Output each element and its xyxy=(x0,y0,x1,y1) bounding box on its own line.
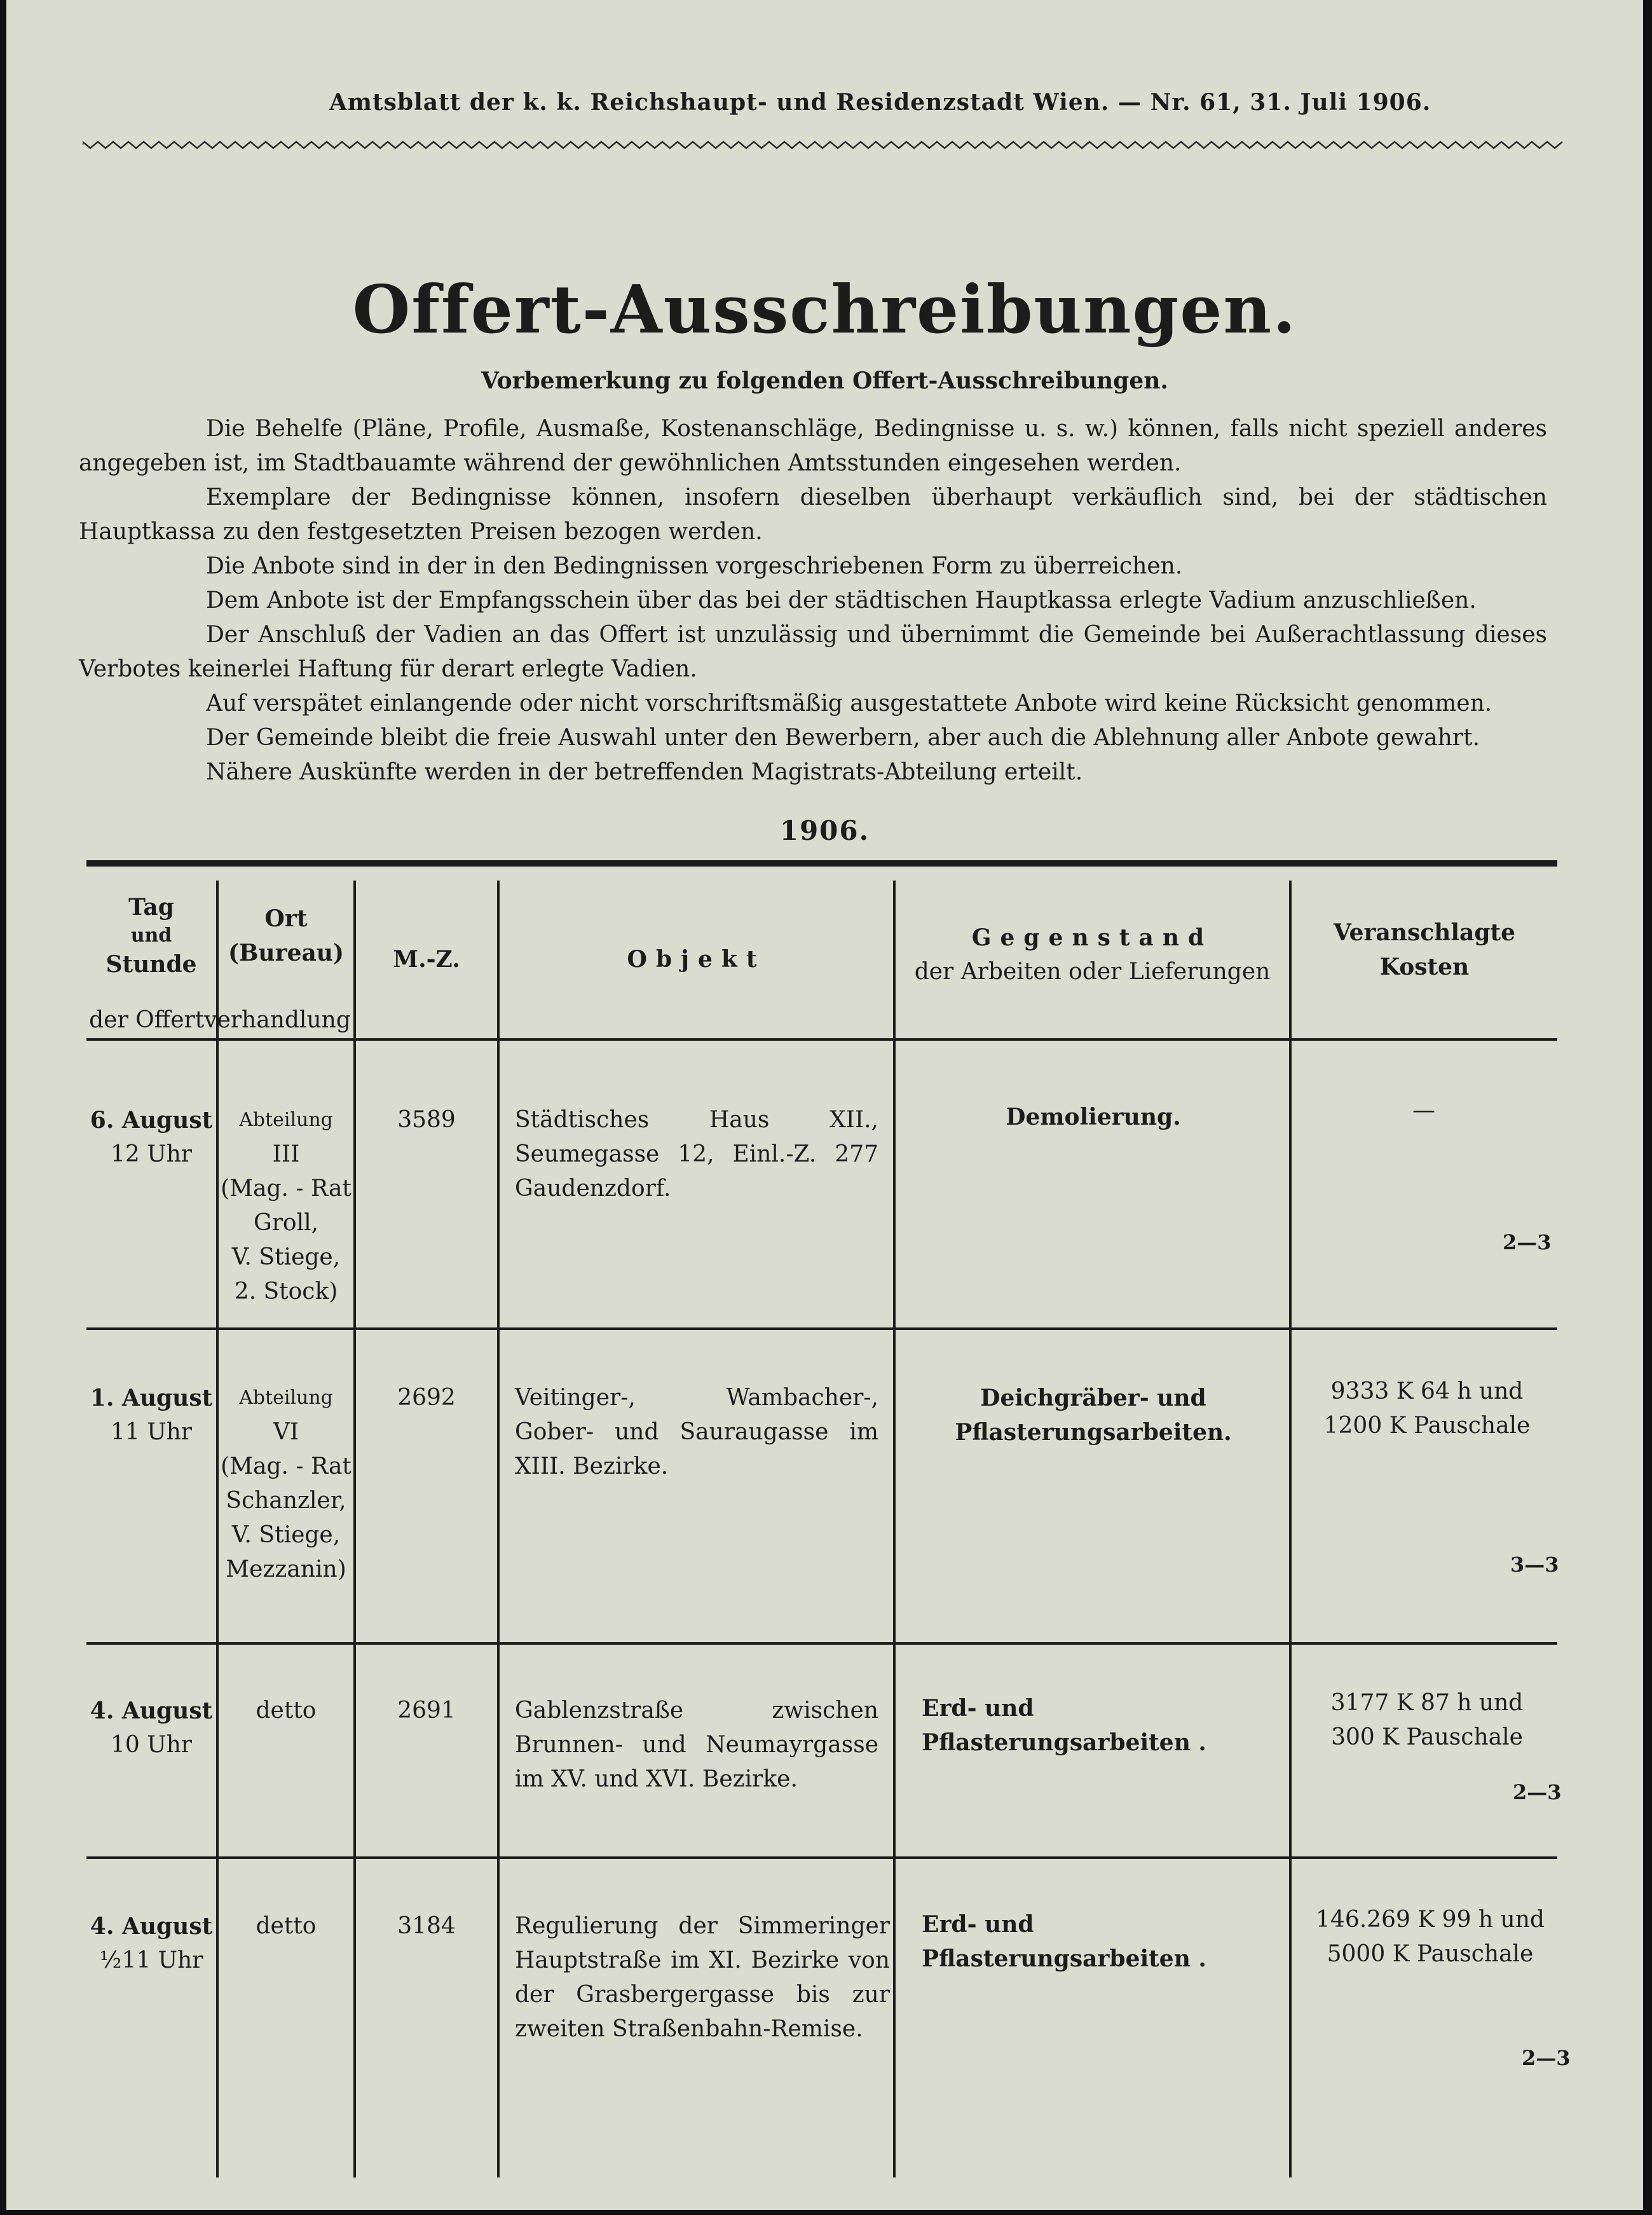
ort-line: III xyxy=(272,1141,300,1167)
page-subtitle: Vorbemerkung zu folgenden Offert-Ausschreibungen. xyxy=(481,367,1168,394)
offer-date: 4. August xyxy=(90,1697,213,1724)
table-top-rule xyxy=(86,860,1557,867)
offer-mz: 2691 xyxy=(397,1697,456,1724)
offer-gegenstand: Erd- und Pflasterungsarbeiten . xyxy=(922,1695,1206,1756)
header-ort-line: (Bureau) xyxy=(228,940,345,966)
table-row xyxy=(86,1381,216,1450)
offer-ref: 3—3 xyxy=(1510,1553,1559,1577)
ort-line: Schanzler, xyxy=(226,1488,346,1514)
header-ort-line: Ort xyxy=(264,905,308,932)
header-wavy-rule xyxy=(83,139,1564,151)
header-kosten xyxy=(1292,915,1557,984)
offer-time: ½11 Uhr xyxy=(99,1947,203,1973)
offer-date: 1. August xyxy=(90,1385,213,1411)
intro-paragraph: Die Anbote sind in der in den Bedingnissen vorgeschriebenen Form zu überreichen. xyxy=(206,553,1183,579)
ort-line: Mezzanin) xyxy=(226,1556,346,1582)
ort-line: V. Stiege, xyxy=(231,1244,341,1270)
offer-time: 10 Uhr xyxy=(111,1732,192,1758)
ort-line: V. Stiege, xyxy=(231,1522,341,1548)
ort-line: Abteilung xyxy=(239,1109,333,1131)
intro-paragraph: Nähere Auskünfte werden in der betreffenden Magistrats-Abteilung erteilt. xyxy=(206,759,1083,785)
offer-mz: 3589 xyxy=(397,1107,456,1133)
offer-gegenstand: Deichgräber- und Pflasterungsarbeiten. xyxy=(955,1385,1232,1446)
offer-objekt: Gablenzstraße zwischen Brunnen- und Neumayrgasse im XV. und XVI. Bezirke. xyxy=(515,1697,878,1792)
header-span-label: der Offertverhandlung xyxy=(89,1007,351,1033)
offer-time: 11 Uhr xyxy=(111,1419,192,1445)
header-gegenstand-line: Gegenstand xyxy=(971,924,1213,951)
header-tag xyxy=(86,890,216,982)
kosten-line: 1200 K Pauschale xyxy=(1323,1413,1531,1439)
offer-gegenstand: Demolierung. xyxy=(1006,1104,1181,1130)
offer-objekt: Städtisches Haus XII., Seumegasse 12, Einl.-Z. 277 Gaudenzdorf. xyxy=(515,1107,878,1202)
ort-line: detto xyxy=(256,1913,317,1939)
intro-paragraph: Die Behelfe (Pläne, Profile, Ausmaße, Kostenanschläge, Bedingnisse u. s. w.) können, falls nicht speziell anderes angegeben ist, im Stadtbauamte während der gewöhnlichen Amtsstunden eingesehen werden. xyxy=(79,416,1547,476)
kosten-line: 9333 K 64 h und xyxy=(1330,1378,1524,1404)
header-tag-line: und xyxy=(130,924,172,947)
table-year: 1906. xyxy=(779,815,870,846)
offer-ort xyxy=(219,1381,353,1587)
offer-date: 6. August xyxy=(90,1107,213,1134)
page-title: Offert-Ausschreibungen. xyxy=(352,270,1297,348)
ort-line: VI xyxy=(273,1419,299,1445)
intro-paragraph: Der Anschluß der Vadien an das Offert ist unzulässig und übernimmt die Gemeinde bei Außerachtlassung dieses Verbotes keinerlei Haftung für derart erlegte Vadien. xyxy=(79,622,1547,682)
header-tag-line: Stunde xyxy=(106,951,197,978)
column-divider xyxy=(353,881,356,2177)
offer-gegenstand: Erd- und Pflasterungsarbeiten . xyxy=(922,1911,1206,1972)
offer-date: 4. August xyxy=(90,1913,213,1940)
offer-objekt: Veitinger-, Wambacher-, Gober- und Sauraugasse im XIII. Bezirke. xyxy=(515,1385,878,1479)
offer-kosten xyxy=(1303,1375,1551,1443)
offer-objekt: Regulierung der Simmeringer Hauptstraße im XI. Bezirke von der Grasbergergasse bis zur zweiten Straßenbahn-Remise. xyxy=(515,1913,890,2042)
ort-line: Abteilung xyxy=(239,1387,333,1409)
offer-ref: 2—3 xyxy=(1522,2046,1571,2070)
kosten-line: 5000 K Pauschale xyxy=(1327,1941,1534,1967)
intro-paragraph: Der Gemeinde bleibt die freie Auswahl unter den Bewerbern, aber auch die Ablehnung aller Anbote gewahrt. xyxy=(206,725,1480,751)
offer-ort xyxy=(219,1694,353,1728)
kosten-line: 146.269 K 99 h und xyxy=(1316,1907,1545,1933)
ort-line: detto xyxy=(256,1697,317,1724)
header-kosten-line: Veranschlagte xyxy=(1333,919,1516,946)
row-divider xyxy=(86,1856,1557,1859)
column-divider xyxy=(1289,881,1292,2177)
table-row xyxy=(86,1694,216,1762)
column-divider xyxy=(893,881,896,2177)
offer-time: 12 Uhr xyxy=(111,1141,192,1167)
intro-paragraph: Dem Anbote ist der Empfangsschein über das bei der städtischen Hauptkassa erlegte Vadium anzuschließen. xyxy=(206,587,1477,614)
ort-line: (Mag. - Rat xyxy=(221,1453,352,1479)
offer-mz: 3184 xyxy=(397,1913,456,1939)
ort-line: (Mag. - Rat xyxy=(221,1176,352,1202)
offer-ort xyxy=(219,1103,353,1309)
offer-kosten xyxy=(1303,1903,1557,1972)
table-row xyxy=(86,1909,216,1978)
header-kosten-line: Kosten xyxy=(1379,954,1470,980)
offer-kosten: — xyxy=(1412,1097,1435,1123)
row-divider xyxy=(86,1327,1557,1330)
offer-ort xyxy=(219,1909,353,1944)
header-tag-line: Tag xyxy=(128,894,174,921)
row-divider xyxy=(86,1642,1557,1645)
header-mz: M.-Z. xyxy=(393,946,460,973)
intro-notes xyxy=(79,412,1547,790)
offer-ref: 2—3 xyxy=(1503,1230,1552,1254)
column-divider xyxy=(497,881,500,2177)
kosten-line: 300 K Pauschale xyxy=(1331,1724,1523,1750)
intro-paragraph: Auf verspätet einlangende oder nicht vorschriftsmäßig ausgestattete Anbote wird keine Rücksicht genommen. xyxy=(206,690,1492,717)
header-ort xyxy=(219,902,353,970)
intro-paragraph: Exemplare der Bedingnisse können, insofern dieselben überhaupt verkäuflich sind, bei der städtischen Hauptkassa zu den festgesetzten Preisen bezogen werden. xyxy=(79,484,1547,545)
offer-kosten xyxy=(1303,1686,1551,1755)
offer-mz: 2692 xyxy=(397,1385,456,1411)
ort-line: Groll, xyxy=(253,1210,319,1236)
offer-ref: 2—3 xyxy=(1513,1780,1562,1804)
header-gegenstand-line: der Arbeiten oder Lieferungen xyxy=(914,959,1271,985)
header-objekt: Objekt xyxy=(627,946,766,973)
document-page xyxy=(6,0,1643,2210)
ort-line: 2. Stock) xyxy=(234,1279,338,1305)
header-gegenstand xyxy=(896,921,1289,989)
kosten-line: 3177 K 87 h und xyxy=(1330,1690,1524,1716)
table-row xyxy=(86,1103,216,1172)
table-header-rule xyxy=(86,1038,1557,1041)
page-header: Amtsblatt der k. k. Reichshaupt- und Residenzstadt Wien. — Nr. 61, 31. Juli 1906. xyxy=(329,89,1431,116)
